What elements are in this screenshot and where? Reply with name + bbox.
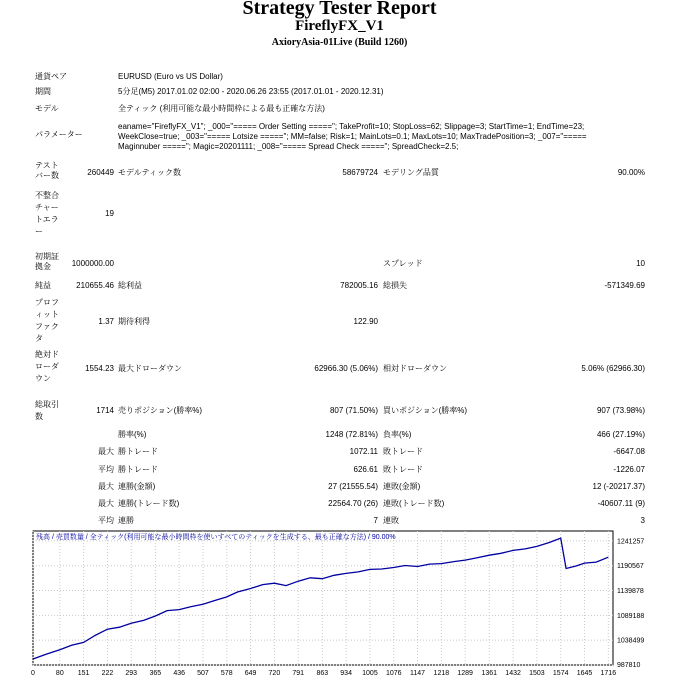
chart-plot-area <box>33 531 613 665</box>
maximal-drawdown-value: 62966.30 (5.06%) <box>314 364 378 373</box>
consecutive-losses-amount-label: 連敗(金額) <box>383 482 421 491</box>
x-tick-label: 80 <box>55 670 64 677</box>
symbol-label: 通貨ペア <box>35 72 67 81</box>
gross-profit-label: 総利益 <box>118 281 142 290</box>
maximal-drawdown-label: 最大ドローダウン <box>118 364 182 373</box>
gross-loss-value: -571349.69 <box>604 281 645 290</box>
largest-win-label: 勝トレード <box>118 447 158 456</box>
spread-value: 10 <box>636 259 645 268</box>
largest-label: 最大 <box>98 447 114 456</box>
avg-consecutive-wins-label: 連勝 <box>118 516 134 525</box>
y-tick-label: 987810 <box>617 662 641 669</box>
params-value: eaname="FireflyFX_V1"; _000="===== Order Setting ====="; TakeProfit=10; StopLoss=62; Slippage=3; StartTime=1; EndTime=23; WeekClose=true; _003="===== Lotsize ====="; MM=false; Risk=1; MainLots=0.1; MaxLots=10; MaxTradePosition=3; _007="===== Maginnuber ====="; Magic=20201111; _008="===== Spread Check ====="; SpreadCheck=2.5; <box>118 122 587 151</box>
y-tick-label: 1190567 <box>617 563 644 571</box>
avg-consecutive-losses-value: 3 <box>640 516 645 525</box>
x-tick-label: 365 <box>149 670 162 677</box>
x-tick-label: 0 <box>31 670 35 677</box>
model-label: モデル <box>35 104 59 113</box>
profit-factor-label: プロフィットファクタ <box>35 298 59 343</box>
balance-chart <box>33 531 679 682</box>
period-label: 期間 <box>35 87 51 96</box>
x-tick-label: 934 <box>340 670 352 677</box>
x-tick-label: 1218 <box>433 670 450 677</box>
relative-drawdown-value: 5.06% (62966.30) <box>581 364 645 373</box>
total-trades-label: 総取引数 <box>35 400 59 421</box>
y-tick-label: 1038499 <box>617 637 645 645</box>
server-build: AxioryAsia-01Live (Build 1260) <box>271 37 408 48</box>
absolute-drawdown-value: 1554.23 <box>85 364 114 373</box>
x-tick-label: 1361 <box>481 670 498 677</box>
params-label: パラメーター <box>35 130 83 139</box>
quality-label: モデリング品質 <box>383 168 439 177</box>
gross-profit-value: 782005.16 <box>340 281 378 290</box>
mismatch-label: 不整合チャートエラー <box>35 191 59 236</box>
net-profit-value: 210655.46 <box>76 281 114 290</box>
bars-value: 260449 <box>87 168 114 177</box>
symbol-value: EURUSD (Euro vs US Dollar) <box>118 72 223 81</box>
average-consecutive-label: 平均 <box>98 516 114 525</box>
win-rate-label: 勝率(%) <box>118 430 147 439</box>
largest-loss-value: -6647.08 <box>613 447 645 456</box>
x-tick-label: 1147 <box>410 670 426 677</box>
x-tick-label: 151 <box>77 670 90 677</box>
x-tick-label: 1289 <box>457 670 473 677</box>
ticks-label: モデルティック数 <box>118 168 181 177</box>
x-tick-label: 720 <box>268 670 281 677</box>
y-tick-label: 1139878 <box>617 588 644 596</box>
model-value: 全ティック (利用可能な最小時間枠による最も正確な方法) <box>118 104 325 113</box>
x-tick-label: 1432 <box>505 670 521 677</box>
expert-name: FireflyFX_V1 <box>295 18 384 34</box>
average-loss-label: 敗トレード <box>383 465 423 474</box>
consecutive-wins-amount-value: 27 (21555.54) <box>328 482 378 491</box>
average-win-label: 勝トレード <box>118 465 158 474</box>
short-positions-label: 売りポジション(勝率%) <box>118 406 203 415</box>
consecutive-wins-count-value: 22564.70 (26) <box>328 499 378 508</box>
chart-legend: 残高 / 売買数量 / 全ティック(利用可能な最小時間枠を使いすべてのティックを生成する、最も正確な方法) / 90.00% <box>36 534 396 541</box>
x-tick-label: 1645 <box>576 670 593 677</box>
x-tick-label: 1005 <box>362 670 378 677</box>
loss-rate-label: 負率(%) <box>383 430 412 439</box>
x-tick-label: 578 <box>220 670 233 677</box>
y-axis-labels <box>617 538 644 669</box>
win-rate-value: 1248 (72.81%) <box>325 430 378 439</box>
consecutive-losses-count-value: -40607.11 (9) <box>597 499 645 508</box>
spread-label: スプレッド <box>383 259 423 268</box>
x-tick-label: 649 <box>244 670 257 677</box>
consecutive-wins-count-label: 連勝(トレード数) <box>118 499 180 508</box>
x-tick-label: 1503 <box>529 670 545 677</box>
x-tick-label: 436 <box>173 670 186 677</box>
short-positions-value: 807 (71.50%) <box>329 406 378 415</box>
max-consecutive-count-label: 最大 <box>98 499 114 508</box>
period-value: 5分足(M5) 2017.01.02 02:00 - 2020.06.26 23:55 (2017.01.01 - 2020.12.31) <box>118 87 384 96</box>
mismatch-value: 19 <box>105 209 114 218</box>
total-trades-value: 1714 <box>96 406 114 415</box>
y-tick-label: 1089188 <box>617 612 645 620</box>
quality-value: 90.00% <box>617 168 645 177</box>
avg-consecutive-wins-value: 7 <box>373 516 378 525</box>
x-tick-label: 1574 <box>552 670 569 677</box>
gross-loss-label: 総損失 <box>383 281 407 290</box>
x-tick-label: 222 <box>101 670 114 677</box>
average-loss-value: -1226.07 <box>613 465 645 474</box>
x-tick-label: 1716 <box>600 670 617 677</box>
profit-factor-value: 1.37 <box>98 317 114 326</box>
x-tick-label: 863 <box>316 670 329 677</box>
x-tick-label: 791 <box>292 670 305 677</box>
ticks-value: 58679724 <box>342 168 378 177</box>
average-label: 平均 <box>98 465 114 474</box>
x-tick-label: 507 <box>197 670 209 677</box>
avg-consecutive-losses-label: 連敗 <box>383 516 399 525</box>
largest-loss-label: 敗トレード <box>383 447 423 456</box>
largest-win-value: 1072.11 <box>349 447 378 456</box>
long-positions-label: 買いポジション(勝率%) <box>383 406 468 415</box>
x-axis-labels <box>31 670 616 677</box>
bars-label: テストバー数 <box>35 161 59 180</box>
long-positions-value: 907 (73.98%) <box>596 406 645 415</box>
expected-payoff-value: 122.90 <box>353 317 378 326</box>
x-tick-label: 293 <box>125 670 138 677</box>
net-profit-label: 純益 <box>35 281 51 290</box>
consecutive-losses-amount-value: 12 (-20217.37) <box>592 482 645 491</box>
max-consecutive-label: 最大 <box>98 482 114 491</box>
y-tick-label: 1241257 <box>617 538 645 546</box>
consecutive-losses-count-label: 連敗(トレード数) <box>383 499 445 508</box>
report-title: Strategy Tester Report <box>242 0 437 19</box>
consecutive-wins-amount-label: 連勝(金額) <box>118 482 156 491</box>
deposit-value: 1000000.00 <box>71 259 114 268</box>
deposit-label: 初期証拠金 <box>35 252 59 271</box>
expected-payoff-label: 期待利得 <box>118 317 150 326</box>
average-win-value: 626.61 <box>353 465 378 474</box>
x-tick-label: 1076 <box>385 670 402 677</box>
relative-drawdown-label: 相対ドローダウン <box>383 364 447 373</box>
loss-rate-value: 466 (27.19%) <box>596 430 645 439</box>
absolute-drawdown-label: 絶対ドローダウン <box>35 350 59 383</box>
